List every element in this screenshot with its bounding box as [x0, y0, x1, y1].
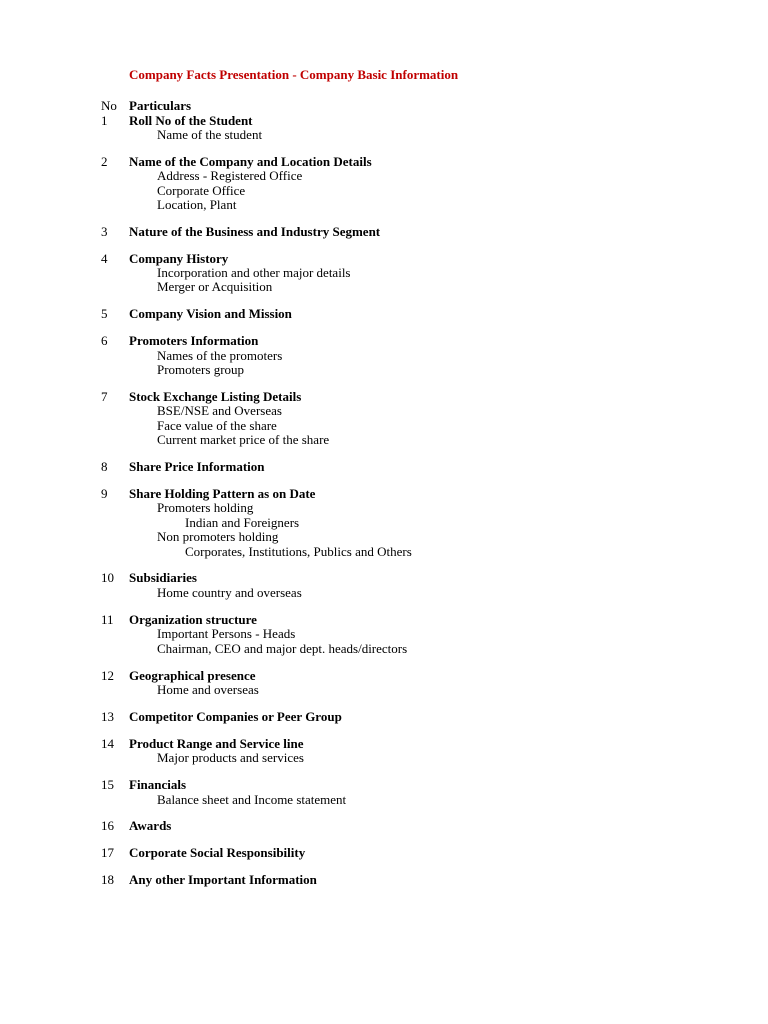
item-heading: Company Vision and Mission: [129, 306, 292, 321]
item-heading: Share Holding Pattern as on Date: [129, 486, 316, 501]
item-heading: Nature of the Business and Industry Segment: [129, 224, 381, 239]
item-number: 7: [101, 389, 108, 404]
item-detail: Name of the student: [157, 127, 263, 142]
item-number: 6: [101, 333, 108, 348]
item-number: 4: [101, 251, 108, 266]
item-detail: Location, Plant: [157, 197, 237, 212]
item-number: 8: [101, 459, 108, 474]
item-number: 10: [101, 570, 114, 585]
item-heading: Roll No of the Student: [129, 113, 253, 128]
item-detail: Promoters group: [157, 362, 245, 377]
item-heading: Stock Exchange Listing Details: [129, 389, 302, 404]
item-number: 14: [101, 736, 114, 751]
item-number: 12: [101, 668, 114, 683]
item-number: 18: [101, 872, 114, 887]
item-detail: Chairman, CEO and major dept. heads/directors: [157, 641, 408, 656]
item-heading: Company History: [129, 251, 229, 266]
item-number: 1: [101, 113, 108, 128]
document-title: Company Facts Presentation - Company Basic Information: [129, 67, 459, 82]
item-heading: Awards: [129, 818, 172, 833]
item-heading: Product Range and Service line: [129, 736, 304, 751]
item-detail: Home and overseas: [157, 682, 259, 697]
item-number: 15: [101, 777, 114, 792]
item-detail: Address - Registered Office: [157, 168, 303, 183]
item-heading: Corporate Social Responsibility: [129, 845, 306, 860]
item-number: 3: [101, 224, 108, 239]
item-detail: Face value of the share: [157, 418, 277, 433]
item-number: 16: [101, 818, 114, 833]
item-number: 5: [101, 306, 108, 321]
item-detail: Indian and Foreigners: [185, 515, 300, 530]
item-heading: Organization structure: [129, 612, 257, 627]
item-detail: Corporate Office: [157, 183, 246, 198]
item-number: 13: [101, 709, 114, 724]
header-particulars: Particulars: [129, 98, 192, 113]
item-detail: Home country and overseas: [157, 585, 302, 600]
item-number: 17: [101, 845, 114, 860]
item-heading: Financials: [129, 777, 187, 792]
header-no: No: [101, 98, 117, 113]
item-detail: Corporates, Institutions, Publics and Others: [185, 544, 412, 559]
item-detail: Major products and services: [157, 750, 304, 765]
item-heading: Share Price Information: [129, 459, 265, 474]
item-detail: Non promoters holding: [157, 529, 279, 544]
item-heading: Promoters Information: [129, 333, 259, 348]
item-detail: Balance sheet and Income statement: [157, 792, 347, 807]
item-detail: Merger or Acquisition: [157, 279, 273, 294]
item-detail: Important Persons - Heads: [157, 626, 296, 641]
item-heading: Competitor Companies or Peer Group: [129, 709, 342, 724]
item-detail: Current market price of the share: [157, 432, 330, 447]
item-detail: Promoters holding: [157, 500, 254, 515]
item-number: 2: [101, 154, 108, 169]
item-heading: Any other Important Information: [129, 872, 317, 887]
item-heading: Subsidiaries: [129, 570, 197, 585]
item-heading: Geographical presence: [129, 668, 256, 683]
item-heading: Name of the Company and Location Details: [129, 154, 372, 169]
item-detail: BSE/NSE and Overseas: [157, 403, 282, 418]
item-detail: Names of the promoters: [157, 348, 283, 363]
item-detail: Incorporation and other major details: [157, 265, 351, 280]
item-number: 9: [101, 486, 108, 501]
item-number: 11: [101, 612, 114, 627]
